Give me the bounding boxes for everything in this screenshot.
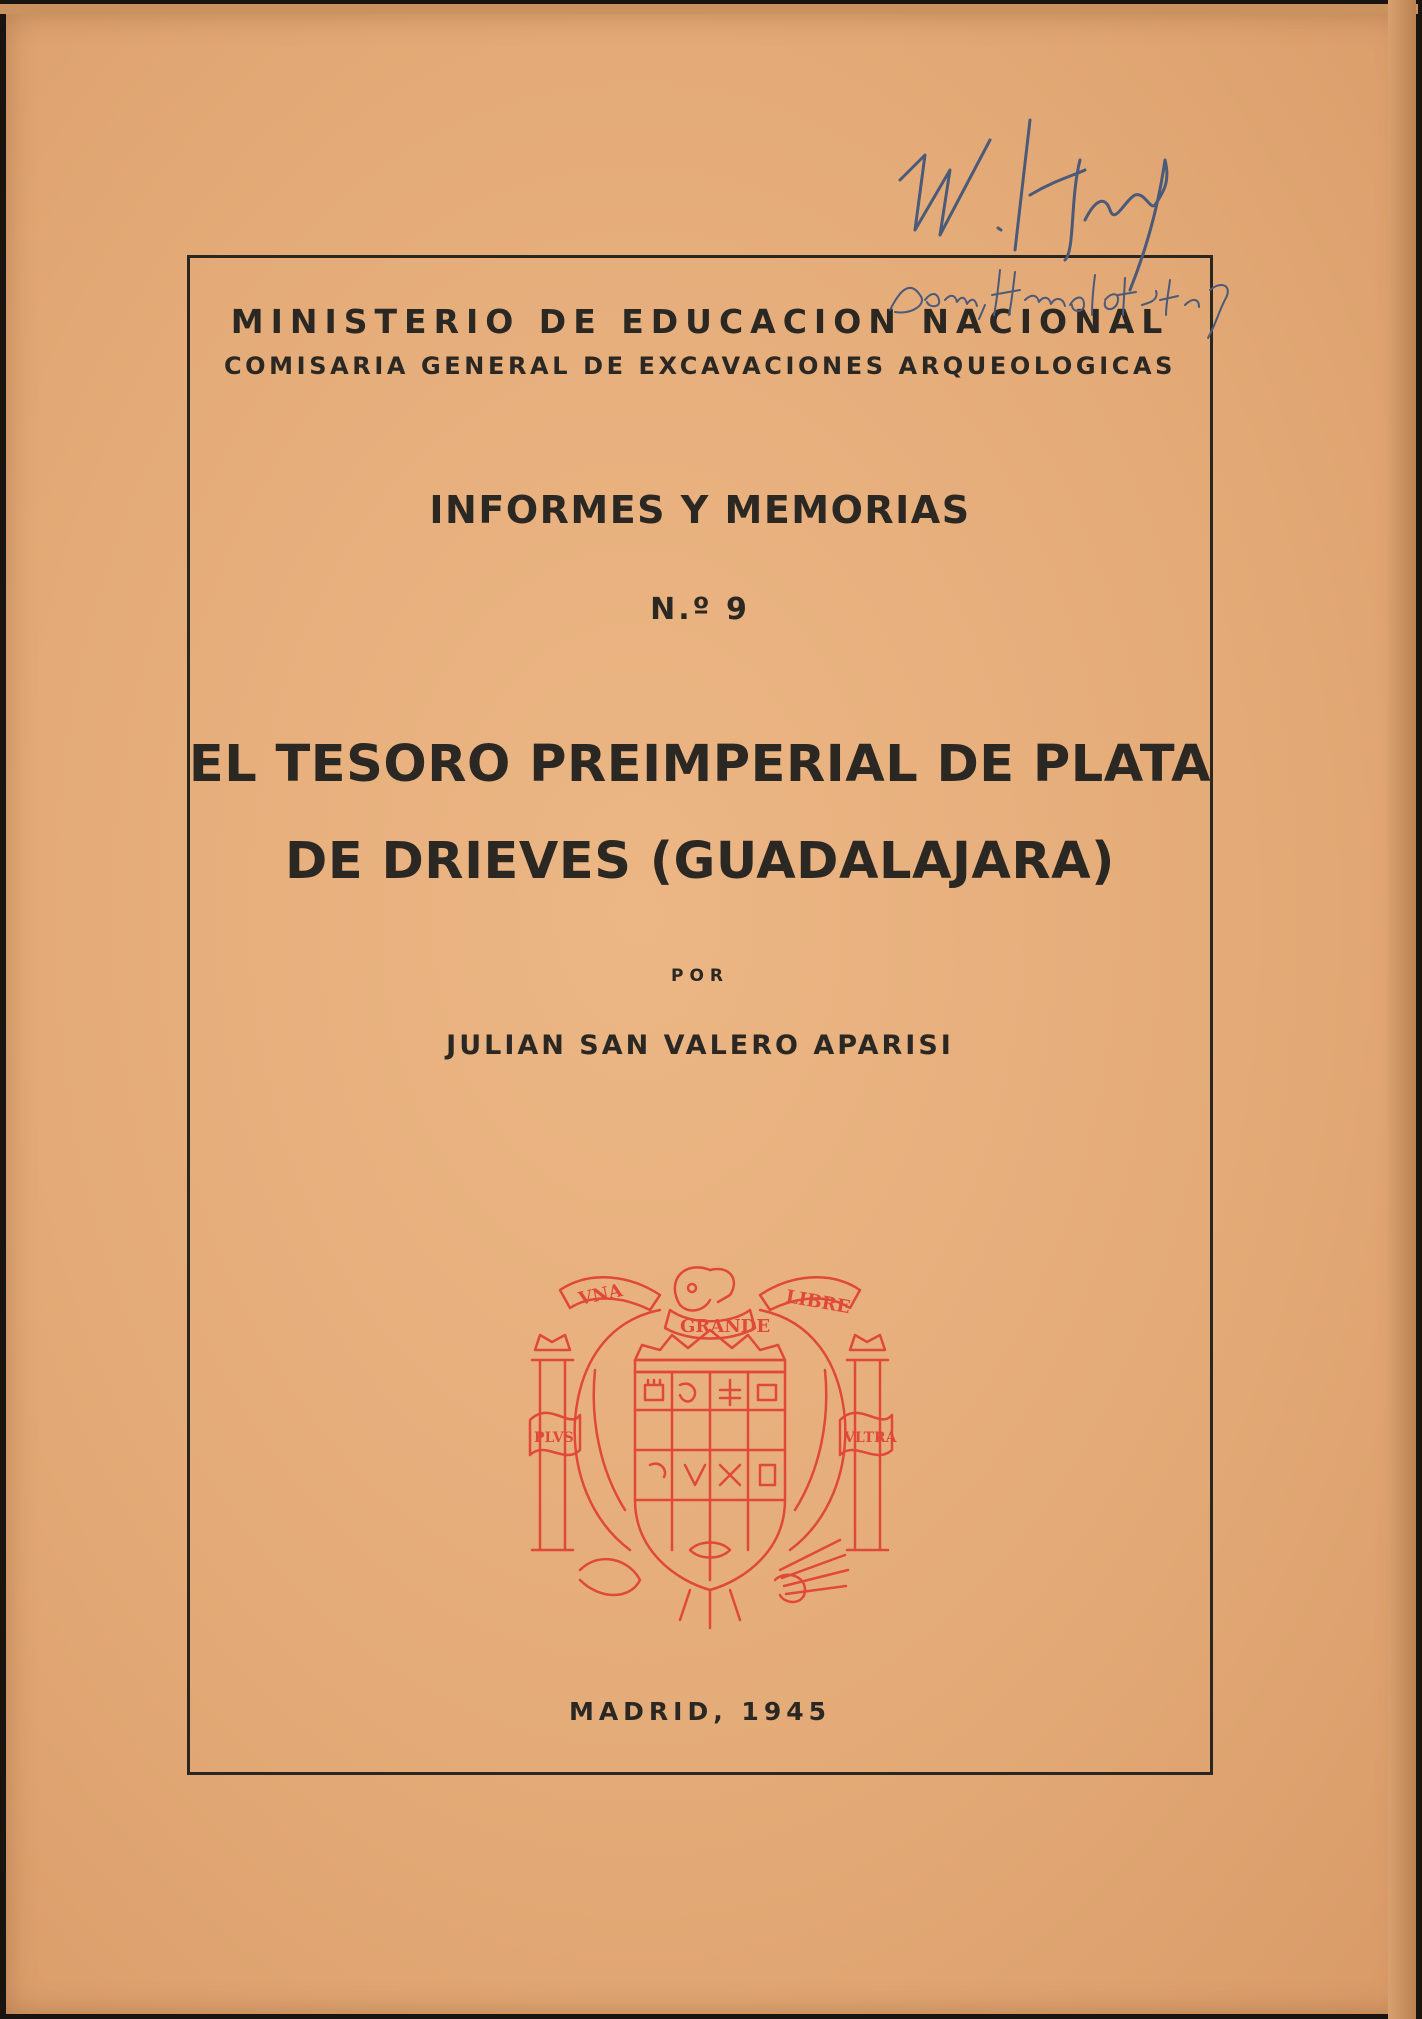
ministry-heading: MINISTERIO DE EDUCACION NACIONAL <box>230 302 1170 341</box>
emblem-pillar-right: VLTRA <box>844 1430 897 1446</box>
coat-of-arms-emblem <box>520 1250 900 1640</box>
series-title: INFORMES Y MEMORIAS <box>429 488 971 532</box>
book-title-line-1: EL TESORO PREIMPERIAL DE PLATA <box>188 735 1212 794</box>
book-title-line-2: DE DRIEVES (GUADALAJARA) <box>285 832 1115 891</box>
emblem-pillar-left: PLVS <box>534 1430 574 1446</box>
series-number: N.º 9 <box>650 592 750 627</box>
commission-heading: COMISARIA GENERAL DE EXCAVACIONES ARQUEOLOGICAS <box>223 352 1177 380</box>
emblem-motto-left: VNA <box>576 1280 625 1310</box>
cover-right-edge <box>1388 0 1416 2019</box>
emblem-motto-center: GRANDE <box>680 1316 771 1337</box>
place-and-year: MADRID, 1945 <box>568 1697 832 1726</box>
by-label: POR <box>670 966 729 986</box>
cover-top-edge <box>0 4 1418 14</box>
emblem-motto-right: LIBRE <box>784 1286 852 1319</box>
handwritten-signature <box>880 100 1360 360</box>
author-name: JULIAN SAN VALERO APARISI <box>446 1030 954 1061</box>
